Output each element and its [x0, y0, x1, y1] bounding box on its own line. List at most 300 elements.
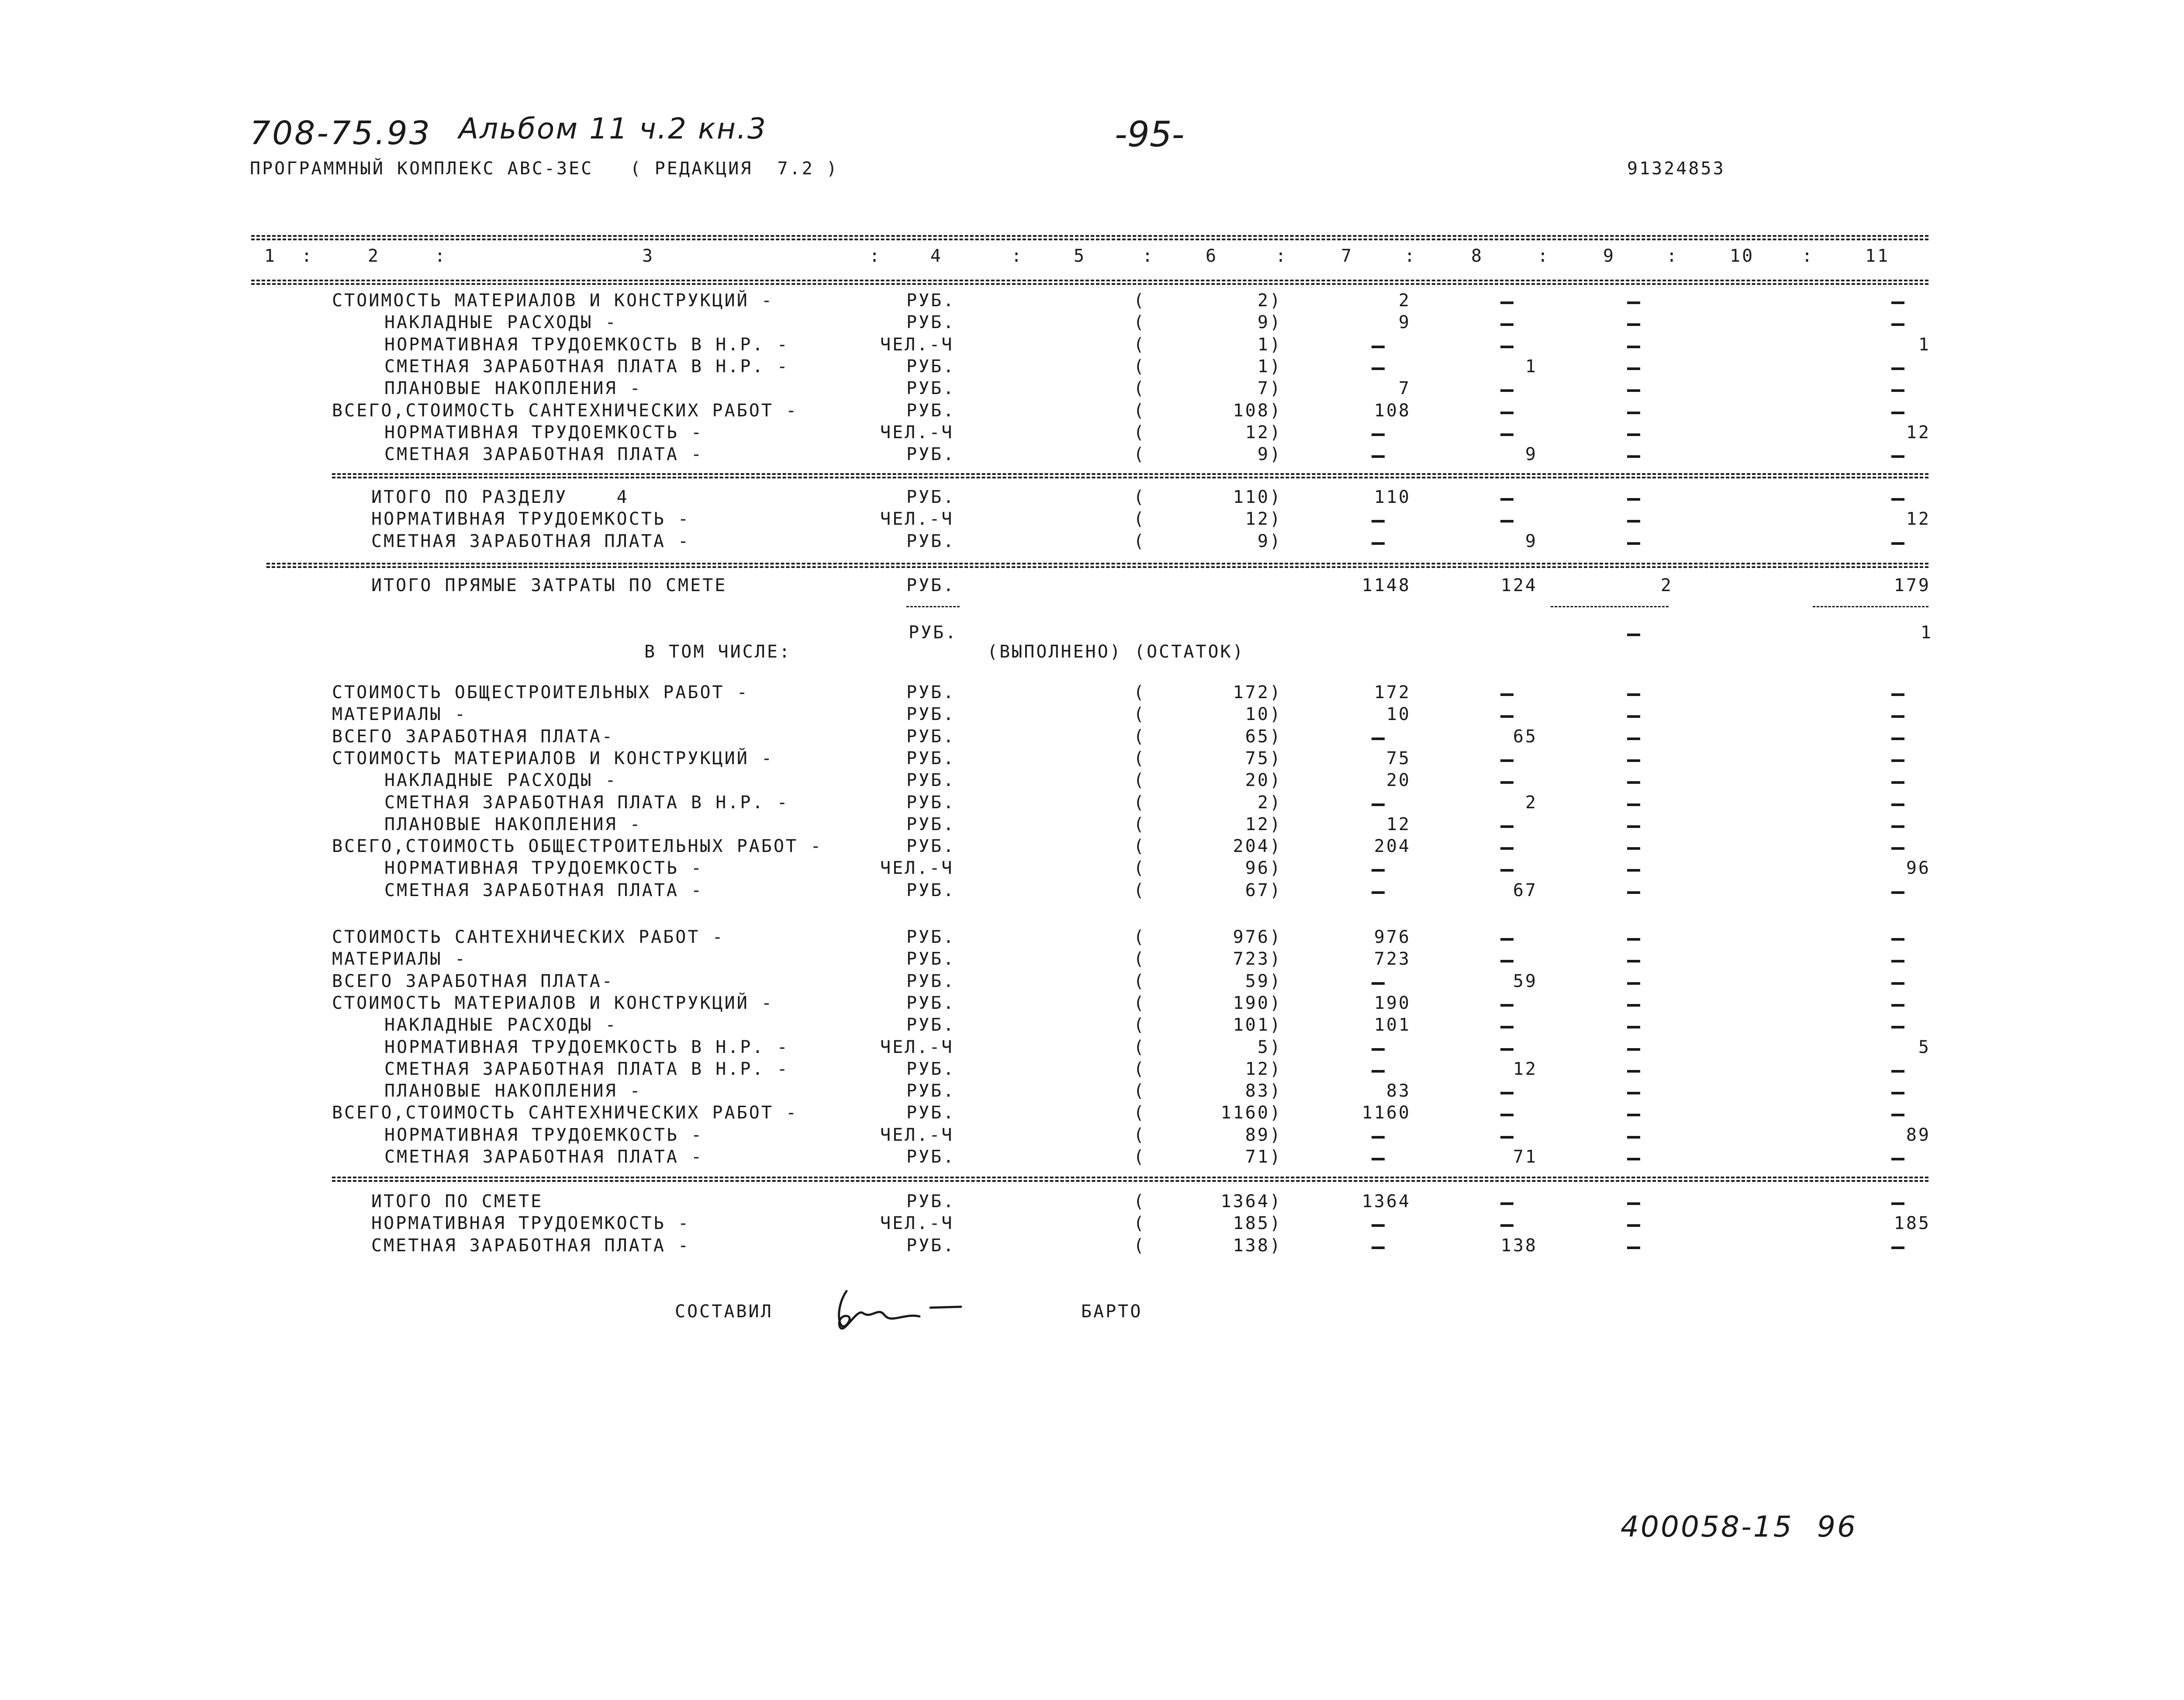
row-name: ПЛАНОВЫЕ НАКОПЛЕНИЯ -: [384, 378, 642, 398]
row-col8: 71: [1513, 1147, 1538, 1167]
section-rule-3b: [332, 1180, 1928, 1182]
row-col8: 9: [1525, 444, 1538, 464]
row-paren-value: 2): [1257, 291, 1282, 311]
row-col7: 2: [1398, 291, 1411, 311]
row-col9-dash: [1627, 1202, 1640, 1205]
row-name: СТОИМОСТЬ МАТЕРИАЛОВ И КОНСТРУКЦИЙ -: [332, 748, 774, 769]
row-col9-dash: [1627, 737, 1640, 740]
signature: [830, 1282, 970, 1339]
row-col9-dash: [1627, 1026, 1640, 1028]
row-col11-dash: [1891, 542, 1904, 545]
handwritten-stamp-number: 400058-15: [1621, 1510, 1794, 1544]
row-unit: РУБ.: [906, 291, 956, 311]
row-unit: РУБ.: [906, 1081, 956, 1101]
row-col9-dash: [1627, 412, 1640, 414]
row-unit: РУБ.: [906, 487, 956, 507]
row-col9-dash: [1627, 1136, 1640, 1139]
row-open-paren: (: [1133, 927, 1146, 947]
row-name: НАКЛАДНЫЕ РАСХОДЫ -: [384, 1015, 618, 1035]
row-unit: РУБ.: [906, 1147, 956, 1167]
row-unit: РУБ.: [906, 1236, 956, 1256]
row-col8-dash: [1500, 781, 1514, 784]
row-unit: РУБ.: [906, 1059, 956, 1079]
row-col11-dash: [1891, 891, 1904, 894]
row-unit: РУБ.: [906, 1015, 956, 1035]
row-col9-dash: [1627, 1224, 1640, 1227]
compiled-label: СОСТАВИЛ: [675, 1302, 773, 1322]
row-paren-value: 9): [1257, 531, 1282, 551]
row-col8-dash: [1500, 1004, 1514, 1007]
row-unit: РУБ.: [906, 1191, 956, 1212]
row-col11: 179: [1894, 575, 1931, 596]
row-name: МАТЕРИАЛЫ -: [332, 704, 467, 724]
row-unit: РУБ.: [906, 682, 956, 703]
row-unit: РУБ.: [906, 836, 956, 856]
row-col9-dash: [1627, 301, 1640, 304]
row-paren-value: 9): [1257, 444, 1282, 464]
row-col11-dash: [1891, 1246, 1904, 1249]
row-open-paren: (: [1133, 1147, 1146, 1167]
row-paren-value: 59): [1245, 971, 1282, 991]
row-col7: 976: [1374, 927, 1411, 947]
row-open-paren: (: [1133, 357, 1146, 377]
row-col11-dash: [1891, 1070, 1904, 1073]
row-open-paren: (: [1133, 335, 1146, 355]
row-col8-dash: [1500, 1114, 1514, 1116]
row-col11-dash: [1891, 367, 1904, 370]
row-col8: 67: [1513, 880, 1538, 900]
row-paren-value: 1364): [1220, 1191, 1282, 1212]
row-col8-dash: [1500, 323, 1514, 326]
row-col7: 10: [1386, 704, 1411, 724]
row-col11: 96: [1906, 858, 1931, 878]
row-col7-dash: [1372, 346, 1385, 348]
row-paren-value: 190): [1233, 993, 1282, 1013]
row-paren-value: 67): [1245, 880, 1282, 900]
row-col7: 12: [1386, 814, 1411, 834]
row-name: НОРМАТИВНАЯ ТРУДОЕМКОСТЬ -: [371, 1213, 691, 1233]
row-col11: 1: [1918, 335, 1931, 355]
row-col9-dash: [1627, 455, 1640, 458]
row-open-paren: (: [1133, 1125, 1146, 1145]
row-open-paren: (: [1133, 401, 1146, 421]
row-col9-dash: [1627, 389, 1640, 392]
column-header-10: 10: [1730, 246, 1755, 266]
row-col11: 5: [1918, 1037, 1931, 1057]
column-header-1: 1: [264, 246, 277, 266]
row-col7: 190: [1374, 993, 1411, 1013]
including-c9-dash: [1627, 634, 1640, 636]
row-col7: 83: [1386, 1081, 1411, 1101]
document-id: 91324853: [1627, 159, 1725, 179]
row-col8: 9: [1525, 531, 1538, 551]
row-col8-dash: [1500, 433, 1514, 436]
row-open-paren: (: [1133, 814, 1146, 834]
row-paren-value: 12): [1245, 509, 1282, 529]
row-name: НОРМАТИВНАЯ ТРУДОЕМКОСТЬ -: [384, 1125, 704, 1145]
column-header-7: 7: [1341, 246, 1354, 266]
row-name: СМЕТНАЯ ЗАРАБОТНАЯ ПЛАТА -: [371, 531, 691, 551]
row-col11-dash: [1891, 301, 1904, 304]
row-col7: 172: [1374, 682, 1411, 703]
column-header-3: 3: [642, 246, 655, 266]
row-name: ПЛАНОВЫЕ НАКОПЛЕНИЯ -: [384, 1081, 642, 1101]
including-c11: 1: [1920, 623, 1933, 643]
column-header-6: 6: [1206, 246, 1218, 266]
row-open-paren: (: [1133, 993, 1146, 1013]
row-col11-dash: [1891, 323, 1904, 326]
row-paren-value: 723): [1233, 949, 1282, 969]
row-col8-dash: [1500, 346, 1514, 348]
row-name: НОРМАТИВНАЯ ТРУДОЕМКОСТЬ -: [384, 858, 704, 878]
row-name: ВСЕГО ЗАРАБОТНАЯ ПЛАТА-: [332, 727, 614, 747]
handwritten-album-note: Альбом 11 ч.2 кн.3: [459, 112, 767, 145]
handwritten-sheet-number: 96: [1817, 1510, 1857, 1544]
row-open-paren: (: [1133, 880, 1146, 900]
row-paren-value: 110): [1233, 487, 1282, 507]
row-paren-value: 65): [1245, 727, 1282, 747]
row-col11: 185: [1894, 1213, 1931, 1233]
row-paren-value: 204): [1233, 836, 1282, 856]
row-name: СТОИМОСТЬ МАТЕРИАЛОВ И КОНСТРУКЦИЙ -: [332, 993, 774, 1013]
row-unit: РУБ.: [906, 748, 956, 769]
row-col8-dash: [1500, 847, 1514, 850]
row-col9-dash: [1627, 960, 1640, 963]
row-col8-dash: [1500, 1026, 1514, 1028]
row-paren-value: 172): [1233, 682, 1282, 703]
row-name: СМЕТНАЯ ЗАРАБОТНАЯ ПЛАТА В Н.Р. -: [384, 1059, 789, 1079]
row-unit: ЧЕЛ.-Ч: [880, 1125, 954, 1145]
row-name: СМЕТНАЯ ЗАРАБОТНАЯ ПЛАТА -: [384, 880, 704, 900]
row-col9-dash: [1627, 847, 1640, 850]
row-name: СМЕТНАЯ ЗАРАБОТНАЯ ПЛАТА -: [384, 444, 704, 464]
row-col8-dash: [1500, 1136, 1514, 1139]
row-unit: РУБ.: [906, 793, 956, 813]
column-separator: :: [1404, 246, 1417, 266]
row-open-paren: (: [1133, 509, 1146, 529]
column-separator: :: [1142, 246, 1155, 266]
row-name: ПЛАНОВЫЕ НАКОПЛЕНИЯ -: [384, 814, 642, 834]
row-name: ИТОГО ПО СМЕТЕ: [371, 1191, 543, 1212]
row-col11-dash: [1891, 693, 1904, 696]
row-col8-dash: [1500, 301, 1514, 304]
including-unit: РУБ.: [909, 623, 958, 643]
row-col8-dash: [1500, 693, 1514, 696]
row-paren-value: 89): [1245, 1125, 1282, 1145]
row-col9-dash: [1627, 1070, 1640, 1073]
row-name: ВСЕГО,СТОИМОСТЬ САНТЕХНИЧЕСКИХ РАБОТ -: [332, 1103, 798, 1123]
row-col11-dash: [1891, 781, 1904, 784]
row-paren-value: 9): [1257, 312, 1282, 332]
row-col8-dash: [1500, 825, 1514, 828]
row-open-paren: (: [1133, 422, 1146, 443]
row-open-paren: (: [1133, 1037, 1146, 1057]
row-unit: РУБ.: [906, 927, 956, 947]
row-col9-dash: [1627, 323, 1640, 326]
row-col7: 723: [1374, 949, 1411, 969]
row-col11: 12: [1906, 509, 1931, 529]
row-col8: 1: [1525, 357, 1538, 377]
column-separator: :: [1538, 246, 1550, 266]
under-c8-rule: [1551, 606, 1669, 607]
row-name: СМЕТНАЯ ЗАРАБОТНАЯ ПЛАТА В Н.Р. -: [384, 357, 789, 377]
column-separator: :: [869, 246, 882, 266]
row-open-paren: (: [1133, 312, 1146, 332]
column-header-8: 8: [1471, 246, 1484, 266]
row-open-paren: (: [1133, 1103, 1146, 1123]
row-col11: 12: [1906, 422, 1931, 443]
row-open-paren: (: [1133, 949, 1146, 969]
section-rule-2b: [266, 566, 1928, 568]
row-col9-dash: [1627, 1246, 1640, 1249]
row-col9-dash: [1627, 715, 1640, 718]
row-unit: РУБ.: [906, 357, 956, 377]
row-col8: 124: [1500, 575, 1538, 596]
row-paren-value: 138): [1233, 1236, 1282, 1256]
row-col9-dash: [1627, 759, 1640, 762]
row-col11-dash: [1891, 1092, 1904, 1094]
row-col11-dash: [1891, 1004, 1904, 1007]
signature-scribble: [830, 1282, 970, 1339]
row-name: НОРМАТИВНАЯ ТРУДОЕМКОСТЬ -: [371, 509, 691, 529]
row-col11-dash: [1891, 1026, 1904, 1028]
row-paren-value: 96): [1245, 858, 1282, 878]
row-unit: ЧЕЛ.-Ч: [880, 422, 954, 443]
row-open-paren: (: [1133, 1015, 1146, 1035]
row-paren-value: 12): [1245, 1059, 1282, 1079]
row-col11-dash: [1891, 960, 1904, 963]
row-col9-dash: [1627, 1114, 1640, 1116]
row-name: ВСЕГО ЗАРАБОТНАЯ ПЛАТА-: [332, 971, 614, 991]
row-col8: 59: [1513, 971, 1538, 991]
row-name: НОРМАТИВНАЯ ТРУДОЕМКОСТЬ -: [384, 422, 704, 443]
row-col8-dash: [1500, 960, 1514, 963]
row-open-paren: (: [1133, 704, 1146, 724]
row-unit: РУБ.: [906, 971, 956, 991]
row-col8: 12: [1513, 1059, 1538, 1079]
row-col7-dash: [1372, 1048, 1385, 1051]
row-open-paren: (: [1133, 793, 1146, 813]
row-open-paren: (: [1133, 378, 1146, 398]
row-col7-dash: [1372, 869, 1385, 872]
row-paren-value: 83): [1245, 1081, 1282, 1101]
row-col7: 1364: [1362, 1191, 1411, 1212]
row-col7: 1160: [1362, 1103, 1411, 1123]
row-col7: 75: [1386, 748, 1411, 769]
under-unit-rule: [906, 606, 960, 607]
row-paren-value: 10): [1245, 704, 1282, 724]
row-open-paren: (: [1133, 444, 1146, 464]
row-col7: 108: [1374, 401, 1411, 421]
row-unit: ЧЕЛ.-Ч: [880, 509, 954, 529]
row-name: СТОИМОСТЬ МАТЕРИАЛОВ И КОНСТРУКЦИЙ -: [332, 291, 774, 311]
row-unit: РУБ.: [906, 704, 956, 724]
row-col11-dash: [1891, 412, 1904, 414]
row-open-paren: (: [1133, 1191, 1146, 1212]
column-separator: :: [1666, 246, 1679, 266]
row-name: СМЕТНАЯ ЗАРАБОТНАЯ ПЛАТА В Н.Р. -: [384, 793, 789, 813]
row-name: СМЕТНАЯ ЗАРАБОТНАЯ ПЛАТА -: [371, 1236, 691, 1256]
row-col9-dash: [1627, 498, 1640, 501]
row-paren-value: 12): [1245, 422, 1282, 443]
row-col8: 2: [1525, 793, 1538, 813]
row-col7: 20: [1386, 770, 1411, 790]
row-col8-dash: [1500, 715, 1514, 718]
row-unit: РУБ.: [906, 727, 956, 747]
row-open-paren: (: [1133, 1236, 1146, 1256]
row-paren-value: 976): [1233, 927, 1282, 947]
row-col8: 65: [1513, 727, 1538, 747]
row-unit: РУБ.: [906, 401, 956, 421]
row-unit: РУБ.: [906, 444, 956, 464]
row-col9-dash: [1627, 1092, 1640, 1094]
row-col11-dash: [1891, 803, 1904, 806]
row-col8-dash: [1500, 869, 1514, 872]
row-col9-dash: [1627, 1158, 1640, 1160]
row-open-paren: (: [1133, 531, 1146, 551]
row-paren-value: 108): [1233, 401, 1282, 421]
row-col7: 1148: [1362, 575, 1411, 596]
row-col7: 110: [1374, 487, 1411, 507]
row-col9-dash: [1627, 693, 1640, 696]
column-separator: :: [435, 246, 447, 266]
compiler-name: БАРТО: [1081, 1302, 1143, 1322]
row-name: ВСЕГО,СТОИМОСТЬ ОБЩЕСТРОИТЕЛЬНЫХ РАБОТ -: [332, 836, 823, 856]
including-statuses: (ВЫПОЛНЕНО) (ОСТАТОК): [987, 642, 1245, 662]
row-name: НАКЛАДНЫЕ РАСХОДЫ -: [384, 312, 618, 332]
row-col8-dash: [1500, 498, 1514, 501]
row-name: ИТОГО ПО РАЗДЕЛУ 4: [371, 487, 629, 507]
row-unit: РУБ.: [906, 312, 956, 332]
row-open-paren: (: [1133, 487, 1146, 507]
row-col11-dash: [1891, 455, 1904, 458]
row-open-paren: (: [1133, 836, 1146, 856]
row-col9-dash: [1627, 781, 1640, 784]
row-name: ВСЕГО,СТОИМОСТЬ САНТЕХНИЧЕСКИХ РАБОТ -: [332, 401, 798, 421]
column-header-5: 5: [1074, 246, 1086, 266]
row-open-paren: (: [1133, 748, 1146, 769]
row-open-paren: (: [1133, 727, 1146, 747]
row-col7: 7: [1398, 378, 1411, 398]
row-col9-dash: [1627, 520, 1640, 523]
row-col8-dash: [1500, 1202, 1514, 1205]
row-col7: 204: [1374, 836, 1411, 856]
row-col9-dash: [1627, 346, 1640, 348]
row-col9-dash: [1627, 367, 1640, 370]
row-col9-dash: [1627, 869, 1640, 872]
row-col11-dash: [1891, 759, 1904, 762]
section-rule-3: [332, 1177, 1928, 1178]
row-unit: РУБ.: [906, 378, 956, 398]
row-unit: РУБ.: [906, 949, 956, 969]
column-header-4: 4: [930, 246, 943, 266]
row-col9-dash: [1627, 938, 1640, 941]
row-unit: РУБ.: [906, 880, 956, 900]
row-col11-dash: [1891, 389, 1904, 392]
row-paren-value: 75): [1245, 748, 1282, 769]
row-col7-dash: [1372, 1136, 1385, 1139]
row-open-paren: (: [1133, 291, 1146, 311]
row-col9-dash: [1627, 433, 1640, 436]
row-unit: РУБ.: [906, 1103, 956, 1123]
row-col9-dash: [1627, 1048, 1640, 1051]
column-header-2: 2: [368, 246, 380, 266]
row-open-paren: (: [1133, 1059, 1146, 1079]
row-name: ИТОГО ПРЯМЫЕ ЗАТРАТЫ ПО СМЕТЕ: [371, 575, 727, 596]
including-label: В ТОМ ЧИСЛЕ:: [644, 642, 791, 662]
row-paren-value: 71): [1245, 1147, 1282, 1167]
row-col9-dash: [1627, 825, 1640, 828]
row-paren-value: 7): [1257, 378, 1282, 398]
column-separator: :: [1802, 246, 1814, 266]
row-col9-dash: [1627, 803, 1640, 806]
row-col11-dash: [1891, 938, 1904, 941]
row-col8-dash: [1500, 1048, 1514, 1051]
row-col8-dash: [1500, 389, 1514, 392]
row-col7-dash: [1372, 520, 1385, 523]
row-col7: 101: [1374, 1015, 1411, 1035]
row-paren-value: 1160): [1220, 1103, 1282, 1123]
row-paren-value: 20): [1245, 770, 1282, 790]
handwritten-page-number: -95-: [1115, 114, 1185, 155]
row-open-paren: (: [1133, 682, 1146, 703]
row-paren-value: 1): [1257, 357, 1282, 377]
row-col11-dash: [1891, 498, 1904, 501]
row-col8-dash: [1500, 1224, 1514, 1227]
row-col11: 89: [1906, 1125, 1931, 1145]
row-open-paren: (: [1133, 770, 1146, 790]
row-col7-dash: [1372, 433, 1385, 436]
row-name: СМЕТНАЯ ЗАРАБОТНАЯ ПЛАТА -: [384, 1147, 704, 1167]
row-name: СТОИМОСТЬ ОБЩЕСТРОИТЕЛЬНЫХ РАБОТ -: [332, 682, 749, 703]
row-col9: 2: [1660, 575, 1673, 596]
row-unit: РУБ.: [906, 993, 956, 1013]
row-unit: ЧЕЛ.-Ч: [880, 858, 954, 878]
under-c11-rule: [1813, 606, 1928, 607]
row-paren-value: 12): [1245, 814, 1282, 834]
row-col11-dash: [1891, 1114, 1904, 1116]
row-paren-value: 2): [1257, 793, 1282, 813]
row-unit: РУБ.: [906, 814, 956, 834]
row-col8: 138: [1500, 1236, 1538, 1256]
section-rule-2: [266, 563, 1928, 564]
row-unit: РУБ.: [906, 575, 956, 596]
column-separator: :: [1011, 246, 1024, 266]
row-name: МАТЕРИАЛЫ -: [332, 949, 467, 969]
row-name: СТОИМОСТЬ САНТЕХНИЧЕСКИХ РАБОТ -: [332, 927, 725, 947]
row-name: НОРМАТИВНАЯ ТРУДОЕМКОСТЬ В Н.Р. -: [384, 1037, 789, 1057]
row-col11-dash: [1891, 737, 1904, 740]
row-unit: РУБ.: [906, 531, 956, 551]
row-paren-value: 5): [1257, 1037, 1282, 1057]
handwritten-project-code: 708-75.93: [250, 114, 432, 152]
row-col7: 9: [1398, 312, 1411, 332]
row-col11-dash: [1891, 1158, 1904, 1160]
row-col8-dash: [1500, 1092, 1514, 1094]
row-open-paren: (: [1133, 1081, 1146, 1101]
row-open-paren: (: [1133, 1213, 1146, 1233]
row-name: НОРМАТИВНАЯ ТРУДОЕМКОСТЬ В Н.Р. -: [384, 335, 789, 355]
row-unit: ЧЕЛ.-Ч: [880, 335, 954, 355]
column-separator: :: [1275, 246, 1288, 266]
column-header-11: 11: [1865, 246, 1890, 266]
row-paren-value: 185): [1233, 1213, 1282, 1233]
row-col9-dash: [1627, 1004, 1640, 1007]
row-col11-dash: [1891, 825, 1904, 828]
row-paren-value: 101): [1233, 1015, 1282, 1035]
row-paren-value: 1): [1257, 335, 1282, 355]
row-col11-dash: [1891, 847, 1904, 850]
